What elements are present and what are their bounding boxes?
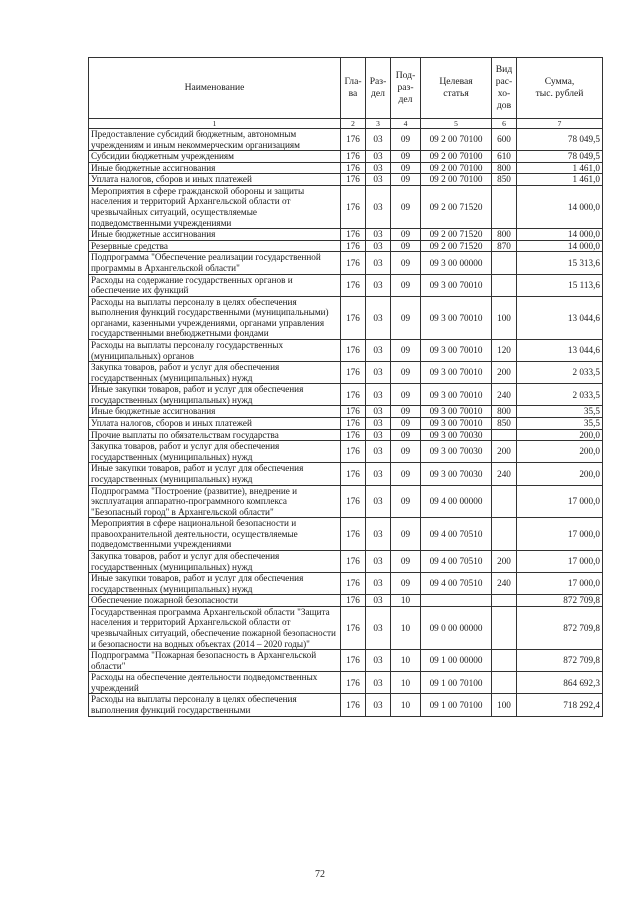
cell-kind: 120 — [492, 339, 517, 361]
cell-sum: 2 033,5 — [517, 362, 603, 384]
cell-sum: 17 000,0 — [517, 573, 603, 595]
cell-chapter: 176 — [341, 606, 366, 649]
cell-chapter: 176 — [341, 162, 366, 174]
cell-sum: 13 044,6 — [517, 296, 603, 339]
cell-section: 03 — [366, 296, 391, 339]
cell-sum: 1 461,0 — [517, 162, 603, 174]
table-row — [89, 384, 603, 406]
cell-kind: 600 — [492, 129, 517, 151]
cell-subsection: 10 — [391, 595, 421, 607]
cell-target: 09 3 00 70010 — [421, 274, 492, 296]
cell-target: 09 1 00 70100 — [421, 672, 492, 694]
column-number: 3 — [366, 119, 391, 129]
cell-subsection: 09 — [391, 485, 421, 518]
cell-kind — [492, 672, 517, 694]
cell-subsection: 09 — [391, 129, 421, 151]
cell-subsection: 09 — [391, 573, 421, 595]
cell-subsection: 09 — [391, 384, 421, 406]
cell-sum: 17 000,0 — [517, 485, 603, 518]
cell-section: 03 — [366, 252, 391, 274]
cell-chapter: 176 — [341, 418, 366, 430]
cell-target: 09 4 00 00000 — [421, 485, 492, 518]
cell-target: 09 2 00 70100 — [421, 174, 492, 186]
table-row — [89, 441, 603, 463]
cell-chapter: 176 — [341, 518, 366, 551]
cell-subsection: 09 — [391, 406, 421, 418]
cell-chapter: 176 — [341, 672, 366, 694]
cell-chapter: 176 — [341, 252, 366, 274]
table-row — [89, 573, 603, 595]
cell-kind — [492, 185, 517, 228]
cell-sum: 1 461,0 — [517, 174, 603, 186]
cell-subsection: 10 — [391, 694, 421, 716]
cell-sum: 13 044,6 — [517, 339, 603, 361]
cell-kind: 200 — [492, 362, 517, 384]
cell-sum: 78 049,5 — [517, 129, 603, 151]
cell-chapter: 176 — [341, 274, 366, 296]
cell-name: Подпрограмма "Построение (развитие), внедрение и эксплуатация аппаратно-программного комплекса "Безопасный город" в Архангельской области" — [89, 485, 341, 518]
header-row — [89, 58, 603, 119]
cell-section: 03 — [366, 362, 391, 384]
cell-chapter: 176 — [341, 573, 366, 595]
cell-sum: 2 033,5 — [517, 384, 603, 406]
cell-section: 03 — [366, 518, 391, 551]
column-number: 7 — [517, 119, 603, 129]
cell-target: 09 3 00 70010 — [421, 418, 492, 430]
table-row — [89, 518, 603, 551]
table-row — [89, 406, 603, 418]
cell-subsection: 10 — [391, 650, 421, 672]
cell-section: 03 — [366, 485, 391, 518]
cell-sum: 14 000,0 — [517, 185, 603, 228]
cell-name: Прочие выплаты по обязательствам государства — [89, 429, 341, 441]
table-row — [89, 229, 603, 241]
cell-kind: 850 — [492, 418, 517, 430]
cell-sum: 15 113,6 — [517, 274, 603, 296]
table-row — [89, 339, 603, 361]
cell-name: Субсидии бюджетным учреждениям — [89, 151, 341, 163]
cell-sum: 14 000,0 — [517, 240, 603, 252]
table-row — [89, 240, 603, 252]
cell-subsection: 09 — [391, 429, 421, 441]
cell-section: 03 — [366, 606, 391, 649]
cell-section: 03 — [366, 229, 391, 241]
cell-subsection: 09 — [391, 296, 421, 339]
header-target: Целевая статья — [421, 58, 492, 119]
table-row — [89, 362, 603, 384]
header-section: Раз- дел — [366, 58, 391, 119]
table-row — [89, 595, 603, 607]
column-number: 2 — [341, 119, 366, 129]
cell-subsection: 09 — [391, 441, 421, 463]
column-number-row — [89, 119, 603, 129]
cell-subsection: 09 — [391, 550, 421, 572]
cell-subsection: 10 — [391, 606, 421, 649]
cell-kind: 240 — [492, 384, 517, 406]
cell-subsection: 09 — [391, 518, 421, 551]
cell-target: 09 3 00 70010 — [421, 339, 492, 361]
cell-chapter: 176 — [341, 429, 366, 441]
cell-subsection: 09 — [391, 162, 421, 174]
cell-name: Иные бюджетные ассигнования — [89, 406, 341, 418]
column-number: 6 — [492, 119, 517, 129]
cell-target: 09 2 00 70100 — [421, 151, 492, 163]
cell-kind — [492, 606, 517, 649]
cell-name: Мероприятия в сфере национальной безопасности и правоохранительной деятельности, осуществляемые подведомственными учреждениями — [89, 518, 341, 551]
cell-section: 03 — [366, 573, 391, 595]
cell-target: 09 4 00 70510 — [421, 550, 492, 572]
cell-kind: 850 — [492, 174, 517, 186]
cell-chapter: 176 — [341, 595, 366, 607]
cell-section: 03 — [366, 384, 391, 406]
cell-subsection: 09 — [391, 339, 421, 361]
cell-name: Расходы на обеспечение деятельности подведомственных учреждений — [89, 672, 341, 694]
cell-section: 03 — [366, 463, 391, 485]
cell-target: 09 3 00 00000 — [421, 252, 492, 274]
cell-sum: 200,0 — [517, 463, 603, 485]
cell-target: 09 3 00 70010 — [421, 406, 492, 418]
column-number: 1 — [89, 119, 341, 129]
cell-section: 03 — [366, 339, 391, 361]
cell-subsection: 09 — [391, 151, 421, 163]
cell-section: 03 — [366, 418, 391, 430]
cell-chapter: 176 — [341, 174, 366, 186]
cell-name: Закупка товаров, работ и услуг для обеспечения государственных (муниципальных) нужд — [89, 441, 341, 463]
cell-sum: 200,0 — [517, 441, 603, 463]
cell-chapter: 176 — [341, 485, 366, 518]
cell-kind: 240 — [492, 573, 517, 595]
cell-target: 09 2 00 71520 — [421, 229, 492, 241]
cell-target: 09 0 00 00000 — [421, 606, 492, 649]
column-number: 5 — [421, 119, 492, 129]
cell-kind: 870 — [492, 240, 517, 252]
cell-section: 03 — [366, 185, 391, 228]
cell-name: Иные бюджетные ассигнования — [89, 162, 341, 174]
cell-subsection: 09 — [391, 185, 421, 228]
page-number: 72 — [315, 869, 325, 880]
cell-kind: 240 — [492, 463, 517, 485]
cell-sum: 17 000,0 — [517, 550, 603, 572]
cell-section: 03 — [366, 595, 391, 607]
cell-chapter: 176 — [341, 296, 366, 339]
cell-name: Уплата налогов, сборов и иных платежей — [89, 418, 341, 430]
table-row — [89, 185, 603, 228]
cell-subsection: 09 — [391, 174, 421, 186]
cell-name: Иные закупки товаров, работ и услуг для обеспечения государственных (муниципальных) нужд — [89, 463, 341, 485]
cell-kind: 100 — [492, 296, 517, 339]
cell-kind — [492, 650, 517, 672]
table-row — [89, 672, 603, 694]
cell-section: 03 — [366, 151, 391, 163]
cell-chapter: 176 — [341, 362, 366, 384]
cell-target: 09 2 00 70100 — [421, 162, 492, 174]
cell-target: 09 1 00 00000 — [421, 650, 492, 672]
cell-name: Предоставление субсидий бюджетным, автономным учреждениям и иным некоммерческим организациям — [89, 129, 341, 151]
table-row — [89, 606, 603, 649]
cell-kind: 200 — [492, 441, 517, 463]
cell-sum: 14 000,0 — [517, 229, 603, 241]
table-row — [89, 174, 603, 186]
cell-name: Обеспечение пожарной безопасности — [89, 595, 341, 607]
cell-name: Иные закупки товаров, работ и услуг для обеспечения государственных (муниципальных) нужд — [89, 573, 341, 595]
cell-sum: 35,5 — [517, 418, 603, 430]
cell-chapter: 176 — [341, 463, 366, 485]
cell-subsection: 09 — [391, 418, 421, 430]
table-row — [89, 485, 603, 518]
cell-kind: 800 — [492, 229, 517, 241]
cell-name: Подпрограмма "Пожарная безопасность в Архангельской области" — [89, 650, 341, 672]
cell-kind: 800 — [492, 406, 517, 418]
cell-name: Мероприятия в сфере гражданской обороны и защиты населения и территорий Архангельской области от чрезвычайных ситуаций, осуществляемые подведомственными учреждениями — [89, 185, 341, 228]
cell-kind — [492, 274, 517, 296]
cell-section: 03 — [366, 274, 391, 296]
table-row — [89, 463, 603, 485]
table-row — [89, 429, 603, 441]
table-row — [89, 274, 603, 296]
table-row — [89, 418, 603, 430]
cell-section: 03 — [366, 694, 391, 716]
table-header — [89, 58, 603, 129]
cell-sum: 15 313,6 — [517, 252, 603, 274]
cell-section: 03 — [366, 129, 391, 151]
cell-target: 09 4 00 70510 — [421, 518, 492, 551]
cell-name: Иные закупки товаров, работ и услуг для обеспечения государственных (муниципальных) нужд — [89, 384, 341, 406]
cell-kind: 100 — [492, 694, 517, 716]
cell-kind — [492, 518, 517, 551]
cell-subsection: 10 — [391, 672, 421, 694]
cell-kind — [492, 252, 517, 274]
table-row — [89, 151, 603, 163]
cell-chapter: 176 — [341, 441, 366, 463]
cell-name: Расходы на выплаты персоналу в целях обеспечения выполнения функций государственными (муниципальными) органами, казенными учреждениями, органами управления государственными внебюджетными фондами — [89, 296, 341, 339]
cell-name: Закупка товаров, работ и услуг для обеспечения государственных (муниципальных) нужд — [89, 362, 341, 384]
cell-chapter: 176 — [341, 550, 366, 572]
budget-table — [88, 57, 603, 717]
cell-sum: 872 709,8 — [517, 595, 603, 607]
cell-section: 03 — [366, 550, 391, 572]
cell-target: 09 2 00 71520 — [421, 185, 492, 228]
cell-chapter: 176 — [341, 240, 366, 252]
cell-chapter: 176 — [341, 384, 366, 406]
cell-sum: 200,0 — [517, 429, 603, 441]
cell-target: 09 3 00 70030 — [421, 463, 492, 485]
table-row — [89, 550, 603, 572]
cell-target — [421, 595, 492, 607]
cell-chapter: 176 — [341, 129, 366, 151]
cell-sum: 78 049,5 — [517, 151, 603, 163]
cell-kind: 610 — [492, 151, 517, 163]
cell-name: Резервные средства — [89, 240, 341, 252]
cell-section: 03 — [366, 162, 391, 174]
cell-chapter: 176 — [341, 406, 366, 418]
cell-name: Уплата налогов, сборов и иных платежей — [89, 174, 341, 186]
cell-target: 09 4 00 70510 — [421, 573, 492, 595]
cell-target: 09 3 00 70030 — [421, 441, 492, 463]
column-number: 4 — [391, 119, 421, 129]
cell-sum: 35,5 — [517, 406, 603, 418]
cell-name: Расходы на содержание государственных органов и обеспечение их функций — [89, 274, 341, 296]
cell-sum: 872 709,8 — [517, 650, 603, 672]
cell-kind — [492, 429, 517, 441]
header-kind: Вид рас- хо- дов — [492, 58, 517, 119]
table-row — [89, 252, 603, 274]
cell-section: 03 — [366, 441, 391, 463]
cell-name: Расходы на выплаты персоналу в целях обеспечения выполнения функций государственными — [89, 694, 341, 716]
table-row — [89, 650, 603, 672]
cell-kind: 800 — [492, 162, 517, 174]
cell-sum: 17 000,0 — [517, 518, 603, 551]
cell-chapter: 176 — [341, 694, 366, 716]
cell-subsection: 09 — [391, 463, 421, 485]
cell-target: 09 3 00 70010 — [421, 362, 492, 384]
cell-name: Государственная программа Архангельской области "Защита населения и территорий Архангельской области от чрезвычайных ситуаций, обеспечение пожарной безопасности и безопасности на водных объектах (2014 – 2020 годы)" — [89, 606, 341, 649]
header-chapter: Гла- ва — [341, 58, 366, 119]
cell-name: Расходы на выплаты персоналу государственных (муниципальных) органов — [89, 339, 341, 361]
cell-name: Иные бюджетные ассигнования — [89, 229, 341, 241]
table-row — [89, 296, 603, 339]
cell-section: 03 — [366, 406, 391, 418]
table-row — [89, 129, 603, 151]
cell-chapter: 176 — [341, 339, 366, 361]
cell-subsection: 09 — [391, 229, 421, 241]
table-row — [89, 162, 603, 174]
cell-subsection: 09 — [391, 362, 421, 384]
cell-section: 03 — [366, 174, 391, 186]
table-row — [89, 694, 603, 716]
cell-chapter: 176 — [341, 185, 366, 228]
cell-section: 03 — [366, 650, 391, 672]
cell-sum: 718 292,4 — [517, 694, 603, 716]
cell-target: 09 3 00 70010 — [421, 296, 492, 339]
cell-name: Подпрограмма "Обеспечение реализации государственной программы в Архангельской области" — [89, 252, 341, 274]
cell-chapter: 176 — [341, 229, 366, 241]
header-name: Наименование — [89, 58, 341, 119]
header-sum: Сумма, тыс. рублей — [517, 58, 603, 119]
cell-chapter: 176 — [341, 151, 366, 163]
header-subsection: Под- раз- дел — [391, 58, 421, 119]
cell-subsection: 09 — [391, 240, 421, 252]
cell-kind — [492, 595, 517, 607]
cell-target: 09 2 00 70100 — [421, 129, 492, 151]
cell-target: 09 3 00 70010 — [421, 384, 492, 406]
cell-chapter: 176 — [341, 650, 366, 672]
cell-sum: 864 692,3 — [517, 672, 603, 694]
cell-target: 09 1 00 70100 — [421, 694, 492, 716]
cell-subsection: 09 — [391, 252, 421, 274]
cell-subsection: 09 — [391, 274, 421, 296]
cell-kind — [492, 485, 517, 518]
cell-sum: 872 709,8 — [517, 606, 603, 649]
cell-section: 03 — [366, 672, 391, 694]
table-body — [89, 129, 603, 717]
cell-kind: 200 — [492, 550, 517, 572]
cell-name: Закупка товаров, работ и услуг для обеспечения государственных (муниципальных) нужд — [89, 550, 341, 572]
cell-section: 03 — [366, 240, 391, 252]
cell-section: 03 — [366, 429, 391, 441]
cell-target: 09 3 00 70030 — [421, 429, 492, 441]
cell-target: 09 2 00 71520 — [421, 240, 492, 252]
